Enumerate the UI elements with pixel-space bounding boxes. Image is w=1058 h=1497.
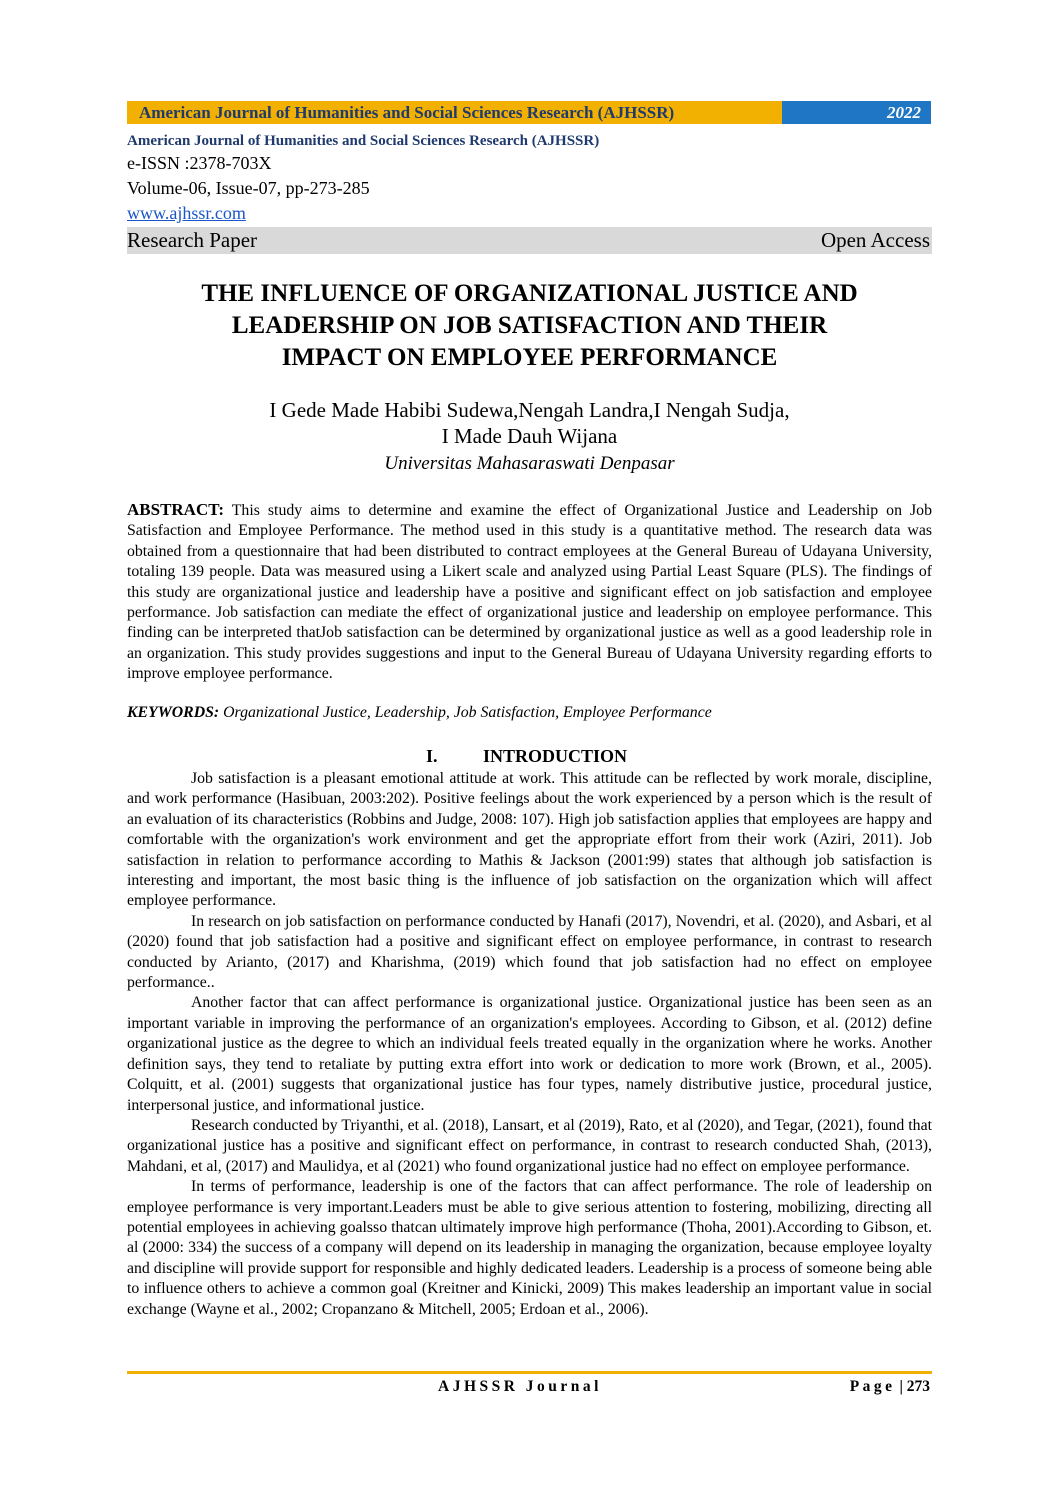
abstract-label: ABSTRACT: xyxy=(127,500,224,519)
banner-journal-title: American Journal of Humanities and Social Sciences Research (AJHSSR) xyxy=(127,101,782,124)
page-number: 273 xyxy=(906,1378,930,1395)
journal-name: American Journal of Humanities and Social Sciences Research (AJHSSR) xyxy=(127,133,600,149)
paper-title xyxy=(127,278,932,374)
footer-page xyxy=(850,1378,930,1396)
author-list xyxy=(127,397,932,449)
keywords-text: Organizational Justice, Leadership, Job Satisfaction, Employee Performance xyxy=(223,704,712,721)
website-link[interactable]: www.ajhssr.com xyxy=(127,203,246,223)
title-line: LEADERSHIP ON JOB SATISFACTION AND THEIR xyxy=(231,312,828,339)
abstract xyxy=(127,500,932,685)
issn: e-ISSN :2378-703X xyxy=(127,153,272,173)
footer-divider xyxy=(127,1371,932,1374)
paragraph: In research on job satisfaction on performance conducted by Hanafi (2017), Novendri, et al. (2020), and Asbari, et al (2020) found that job satisfaction had a positive and significant effect on employee performance, in contrast to research conducted by Arianto, (2017) and Kharishma, (2019) which found that job satisfaction had no effect on employee performance.. xyxy=(127,912,932,992)
paper-type: Research Paper xyxy=(127,228,258,252)
page-separator: | xyxy=(899,1378,907,1395)
journal-banner xyxy=(127,101,931,124)
section-title: INTRODUCTION xyxy=(483,746,628,766)
title-line: THE INFLUENCE OF ORGANIZATIONAL JUSTICE AND xyxy=(201,280,858,307)
affiliation: Universitas Mahasaraswati Denpasar xyxy=(384,453,675,474)
title-line: IMPACT ON EMPLOYEE PERFORMANCE xyxy=(281,344,778,371)
section-number: I. xyxy=(426,746,438,766)
introduction-body xyxy=(127,769,932,1320)
volume-info: Volume-06, Issue-07, pp-273-285 xyxy=(127,178,370,198)
banner-year: 2022 xyxy=(782,101,931,124)
keywords-label: KEYWORDS: xyxy=(127,704,220,721)
paragraph: Another factor that can affect performance is organizational justice. Organizational justice has been seen as an important variable in improving the performance of an organization's employees. According to Gibson, et al. (2012) define organizational justice as the degree to which an individual feels treated equally in the organization where he works. Another definition says, they tend to retaliate by putting extra effort into work or dedication to more work (Brown, et al., 2005). Colquitt, et al. (2001) suggests that organizational justice has four types, namely distributive justice, procedural justice, interpersonal justice, and informational justice. xyxy=(127,994,932,1114)
page-label: Page xyxy=(849,1378,896,1395)
abstract-text: This study aims to determine and examine the effect of Organizational Justice and Leadership on Job Satisfaction and Employee Performance. The method used in this study is a quantitative method. The research data was obtained from a questionnaire that had been distributed to contract employees at the General Bureau of Udayana University, totaling 139 people. Data was measured using a Likert scale and analyzed using Partial Least Square (PLS). The findings of this study are organizational justice and leadership have a positive and significant effect on job satisfaction and employee performance. Job satisfaction can mediate the effect of organizational justice and leadership on employee performance. This finding can be interpreted thatJob satisfaction can be determined by organizational justice as well as a good leadership role in an organization. This study provides suggestions and input to the General Bureau of Udayana University regarding efforts to improve employee performance. xyxy=(127,502,932,683)
paper-type-bar xyxy=(127,227,932,254)
footer-journal: AJHSSR Journal xyxy=(438,1378,602,1395)
paragraph: Job satisfaction is a pleasant emotional attitude at work. This attitude can be reflected by work morale, discipline, and work performance (Hasibuan, 2003:202). Positive feelings about the work experienced by a person which is the result of an evaluation of its characteristics (Robbins and Judge, 2008: 107). High job satisfaction applies that employees are happy and comfortable with the organization's work environment and get the appropriate effort from their work (Aziri, 2011). Job satisfaction in relation to performance according to Mathis & Jackson (2001:99) states that although job satisfaction is interesting and important, the most basic thing is the influence of job satisfaction on the organization which will affect employee performance. xyxy=(127,770,932,910)
paragraph: Research conducted by Triyanthi, et al. (2018), Lansart, et al (2019), Rato, et al (2020), and Tegar, (2021), found that organizational justice has a positive and significant effect on performance, in contrast to research conducted Shah, (2013), Mahdani, et al, (2017) and Maulidya, et al (2021) who found organizational justice had no effect on employee performance. xyxy=(127,1116,932,1175)
access-type: Open Access xyxy=(820,228,930,252)
keywords xyxy=(127,704,932,722)
authors-line: I Gede Made Habibi Sudewa,Nengah Landra,I Nengah Sudja, xyxy=(269,398,790,422)
paragraph: In terms of performance, leadership is one of the factors that can affect performance. The role of leadership on employee performance is very important.Leaders must be able to give serious attention to fostering, mobilizing, directing all potential employees in achieving goalsso thatcan ultimately improve high performance (Thoha, 2001).According to Gibson, et. al (2000: 334) the success of a company will depend on its leadership in managing the organization, because employee loyalty and discipline will provide support for responsible and highly dedicated leaders. Leadership is a process of someone being able to influence others to achieve a common goal (Kreitner and Kinicki, 2009) This makes leadership an important value in social exchange (Wayne et al., 2002; Cropanzano & Mitchell, 2005; Erdoan et al., 2006). xyxy=(127,1178,932,1318)
authors-line: I Made Dauh Wijana xyxy=(441,424,618,448)
